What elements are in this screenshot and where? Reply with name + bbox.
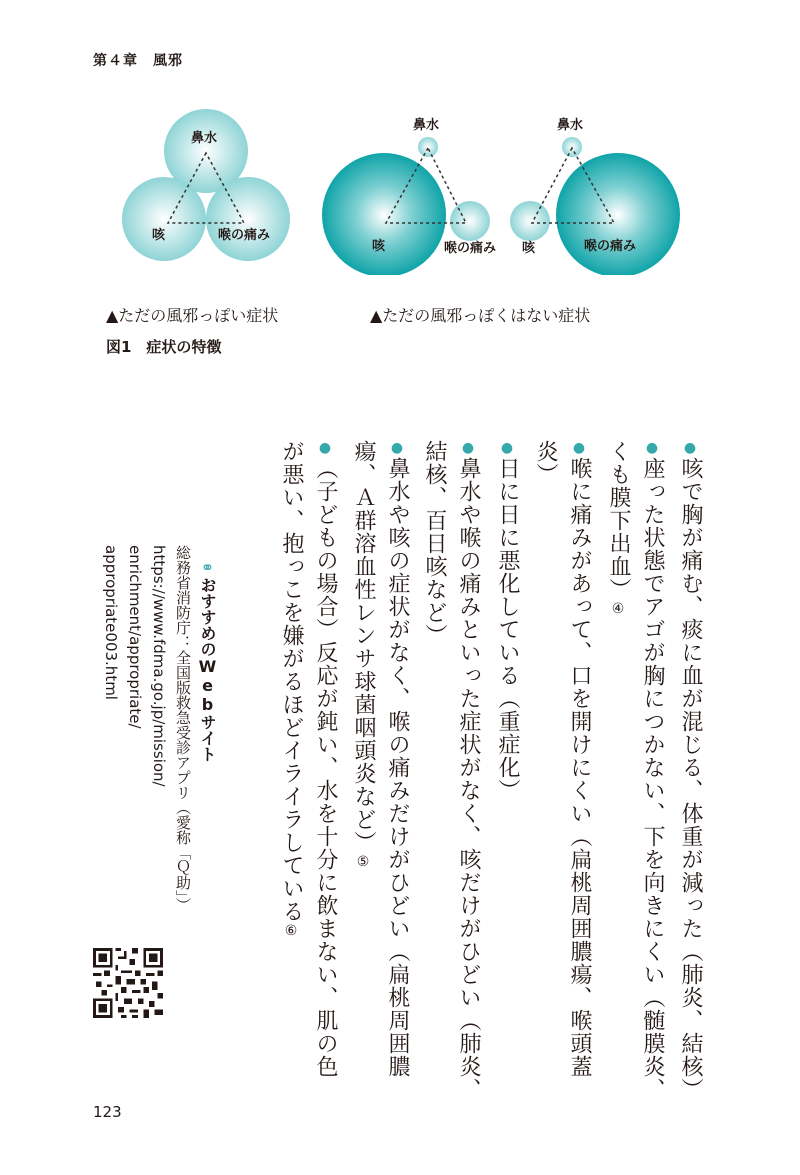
symptom-text: （子どもの場合）反応が鈍い、水を十分に飲まない、肌の色 が悪い、抱っこを嫌がるほどイライラしている [279, 440, 338, 1078]
throat-circle-large [556, 153, 680, 275]
symptom-item [346, 440, 414, 1078]
middle-cough-label: 咳 [372, 239, 386, 254]
cough-circle [122, 177, 206, 261]
reference-note: ⑥ [283, 923, 299, 940]
right-throat-label: 喉の痛み [584, 239, 637, 254]
left-throat-label: 喉の痛み [218, 228, 271, 243]
symptom-item [601, 440, 669, 1101]
nose-circle-small [418, 137, 438, 157]
right-caption: ▲ただの風邪っぽくはない症状 [370, 306, 591, 325]
recommend-url-2[interactable]: enrichment/appropriate/ [126, 545, 144, 729]
symptom-item [274, 440, 342, 1078]
bullet-icon: ● [682, 440, 698, 457]
bullet-icon: ● [460, 440, 476, 457]
cough-circle-large [322, 153, 446, 275]
recommend-url-3[interactable]: appropriate003.html [102, 545, 120, 700]
reference-note: ⑤ [355, 854, 371, 871]
reference-note: ④ [610, 601, 626, 618]
symptom-item [490, 440, 524, 802]
link-icon: ⚭ [198, 558, 217, 577]
recommend-site: 総務省消防庁：全国版救急受診アプリ（愛称「Ｑ助」） [174, 545, 192, 913]
throat-circle-small [450, 201, 490, 241]
symptom-text: 喉に痛みがあって、口を開けにくい（扁桃周囲膿瘍、喉頭蓋 炎） [533, 440, 592, 1078]
throat-circle [206, 177, 290, 261]
symptom-text: 座った状態でアゴが胸につかない、下を向きにくい（髄膜炎、 くも膜下出血） [606, 440, 665, 1101]
middle-nose-label: 鼻水 [413, 118, 440, 133]
bullet-icon: ● [317, 440, 333, 457]
symptom-item [529, 440, 596, 1078]
bullet-icon: ● [571, 440, 587, 457]
cough-circle-small [510, 201, 550, 241]
recommend-url-1[interactable]: https://www.fdma.go.jp/mission/ [150, 545, 168, 787]
symptom-text: 鼻水や咳の症状がなく、喉の痛みだけがひどい（扁桃周囲膿 瘍、Ａ群溶血性レンサ球菌咽頭炎など） [351, 440, 410, 1078]
recommend-heading: ⚭おすすめのWebサイト [198, 558, 217, 762]
right-cough-label: 咳 [522, 241, 536, 256]
chapter-header: 第４章 風邪 [93, 53, 183, 69]
left-nose-label: 鼻水 [191, 131, 218, 146]
symptom-item [673, 440, 707, 1101]
page-number: 123 [93, 1103, 122, 1121]
qr-code-icon[interactable] [93, 948, 163, 1018]
left-cough-label: 咳 [152, 228, 166, 243]
right-nose-label: 鼻水 [557, 118, 584, 133]
symptom-diagram [110, 105, 690, 275]
symptom-text: 日に日に悪化している（重症化） [495, 457, 520, 802]
figure-title: 図1 症状の特徴 [106, 338, 222, 356]
bullet-icon: ● [389, 440, 405, 457]
symptom-item [418, 440, 485, 1101]
left-caption: ▲ただの風邪っぽい症状 [106, 306, 279, 325]
bullet-icon: ● [644, 440, 660, 457]
bullet-icon: ● [499, 440, 515, 457]
middle-throat-label: 喉の痛み [444, 241, 497, 256]
symptom-text: 咳で胸が痛む、痰に血が混じる、体重が減った（肺炎、結核） [678, 457, 703, 1101]
symptom-text: 鼻水や喉の痛みといった症状がなく、咳だけがひどい（肺炎、 結核、百日咳など） [422, 440, 481, 1101]
